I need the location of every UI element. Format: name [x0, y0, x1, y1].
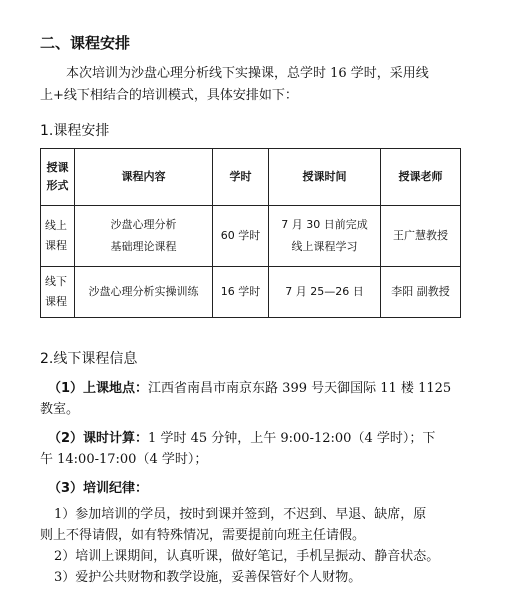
intro-line-2: 上+线下相结合的培训模式，具体安排如下：: [40, 88, 298, 103]
header-content: 课程内容: [75, 149, 213, 206]
header-time: 授课时间: [269, 149, 381, 206]
cell-form-line1: 线上: [45, 219, 67, 232]
header-hours: 学时: [213, 149, 269, 206]
hours-line: [48, 427, 435, 446]
discipline-label: （3）培训纪律：: [48, 481, 149, 496]
cell-content-line1: 沙盘心理分析: [110, 218, 177, 231]
cell-time-line1: 7 月 30 日前完成: [281, 218, 368, 231]
rule-2: 2）培训上课期间，认真听课，做好笔记，手机呈振动、静音状态。: [54, 549, 440, 564]
table-header-row: [41, 149, 461, 206]
hours-label: （2）课时计算：: [48, 431, 149, 446]
header-form-line1: 授课: [46, 161, 69, 174]
rule-3: 3）爱护公共财物和教学设施，妥善保管好个人财物。: [54, 570, 362, 585]
location-line-2: 教室。: [40, 402, 80, 417]
header-form: [41, 149, 75, 206]
subsection-title-offline-info: 2.线下课程信息: [40, 351, 138, 367]
intro-line-1: 本次培训为沙盘心理分析线下实操课，总学时 16 学时，采用线: [66, 66, 429, 81]
rule-1-line-2: 则上不得请假，如有特殊情况，需要提前向班主任请假。: [40, 528, 366, 543]
rule-1-line-1: 1）参加培训的学员，按时到课并签到，不迟到、早退、缺席，原: [54, 507, 427, 522]
location-line: [48, 377, 451, 396]
cell-time: 7 月 25—26 日: [269, 267, 381, 318]
cell-hours: 60 学时: [213, 206, 269, 267]
cell-teacher: 王广慧教授: [381, 206, 461, 267]
table-row: [41, 206, 461, 267]
subsection-title-schedule: 1.课程安排: [40, 123, 110, 139]
table-row: [41, 267, 461, 318]
cell-content-line2: 基础理论课程: [110, 240, 177, 253]
cell-time-line2: 线上课程学习: [291, 240, 358, 253]
cell-form: [41, 206, 75, 267]
cell-content: [75, 206, 213, 267]
cell-form: [41, 267, 75, 318]
cell-form-line2: 课程: [45, 239, 67, 252]
cell-form-line1: 线下: [45, 275, 67, 288]
cell-teacher: 李阳 副教授: [381, 267, 461, 318]
location-text: 江西省南昌市南京东路 399 号天御国际 11 楼 1125: [148, 381, 452, 396]
header-form-line2: 形式: [46, 179, 69, 192]
schedule-table: [40, 148, 461, 318]
cell-form-line2: 课程: [45, 295, 67, 308]
hours-line-2: 午 14:00-17:00（4 学时）；: [40, 452, 208, 467]
header-teacher: 授课老师: [381, 149, 461, 206]
location-label: （1）上课地点：: [48, 381, 149, 396]
hours-text: 1 学时 45 分钟，上午 9:00-12:00（4 学时）；下: [148, 431, 436, 446]
section-title: 二、课程安排: [40, 34, 131, 52]
cell-content: 沙盘心理分析实操训练: [75, 267, 213, 318]
cell-hours: 16 学时: [213, 267, 269, 318]
cell-time: [269, 206, 381, 267]
